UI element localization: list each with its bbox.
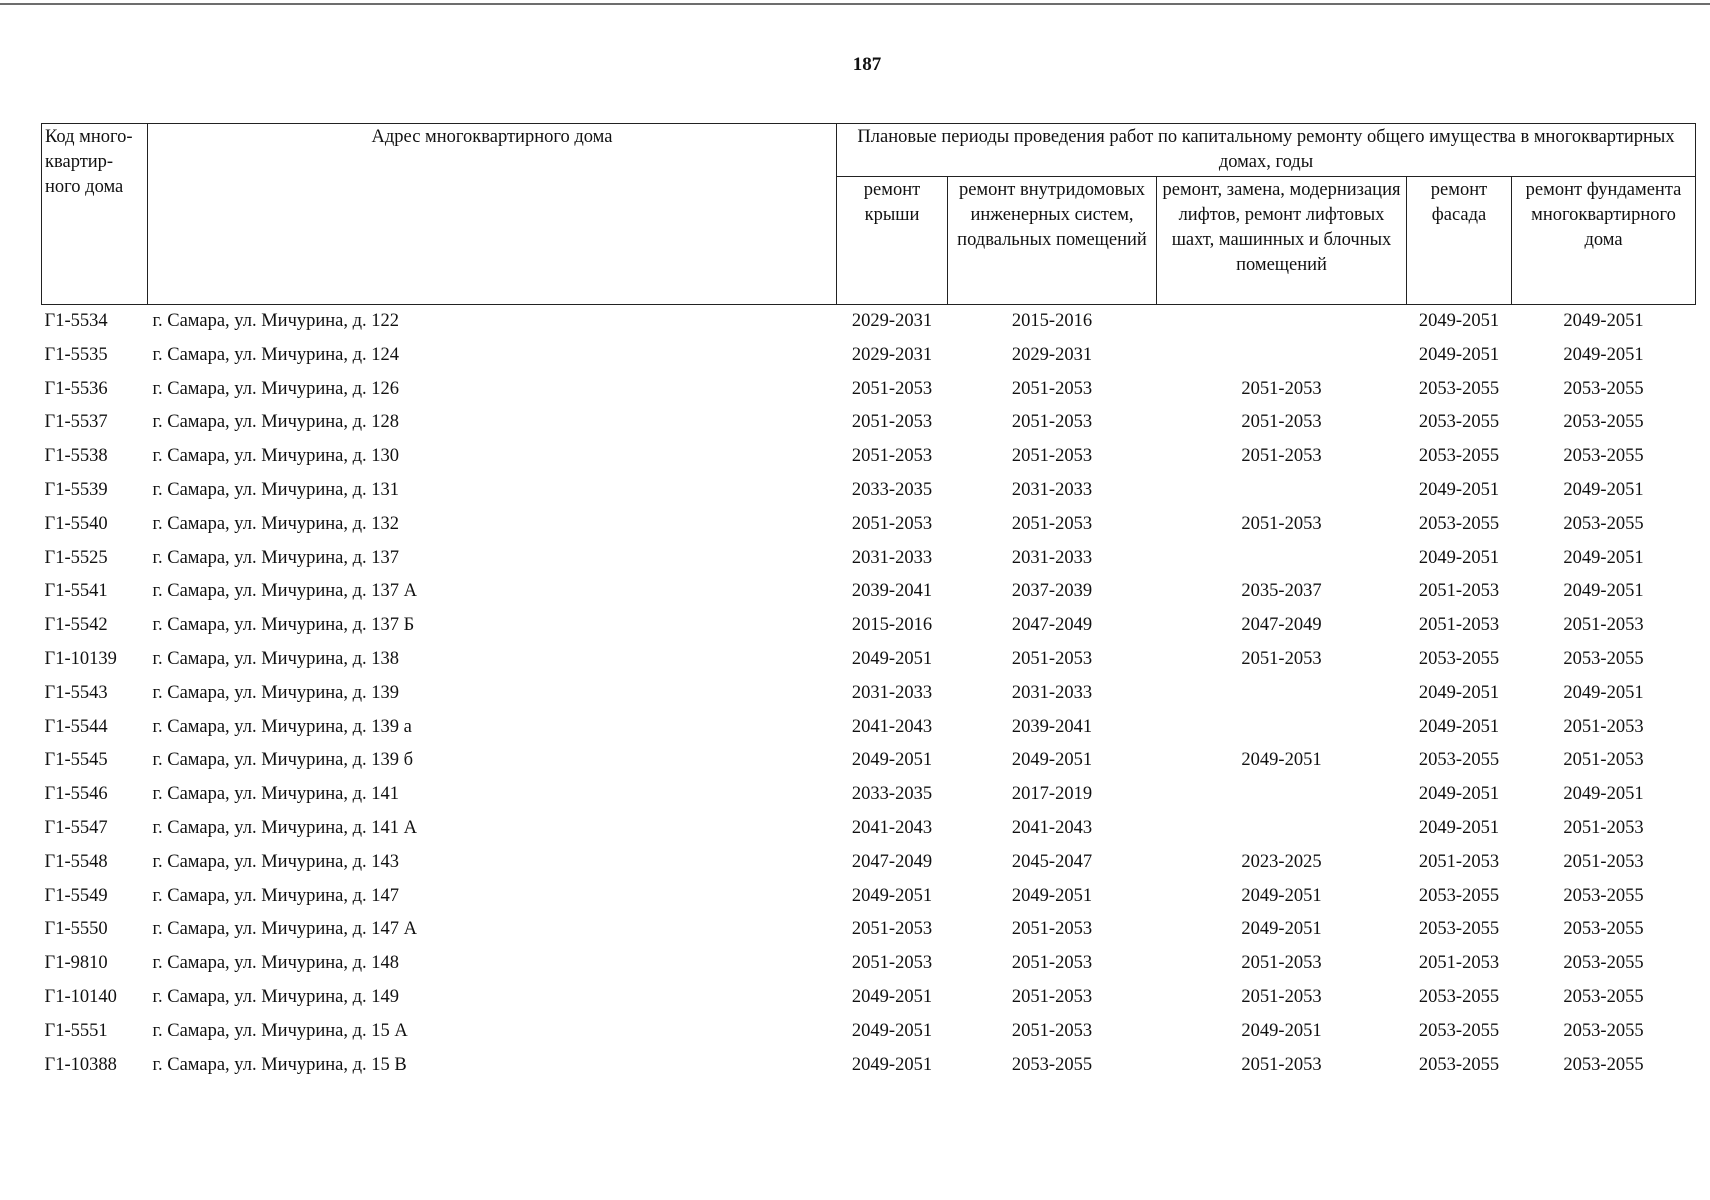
table-row: [42, 981, 1696, 1015]
cell-code: Г1-9810: [44, 953, 108, 974]
cell-roof: 2049-2051: [851, 750, 933, 771]
cell-foundation: 2053-2055: [1563, 953, 1644, 974]
table-row: [42, 744, 1696, 778]
table-row: [42, 508, 1696, 542]
table-row: [42, 677, 1696, 711]
table-row: [42, 880, 1696, 914]
cell-facade: 2053-2055: [1418, 513, 1500, 534]
table-row: [42, 339, 1696, 373]
cell-foundation: 2053-2055: [1563, 1020, 1644, 1041]
cell-address: г. Самара, ул. Мичурина, д. 126: [152, 378, 400, 399]
cell-lifts: 2035-2037: [1241, 581, 1322, 602]
cell-engineering: 2051-2053: [1011, 986, 1093, 1007]
cell-lifts: 2049-2051: [1241, 1020, 1322, 1041]
cell-address: г. Самара, ул. Мичурина, д. 148: [152, 953, 400, 974]
cell-lifts: [1157, 339, 1407, 373]
cell-facade: 2053-2055: [1418, 986, 1500, 1007]
cell-engineering: 2045-2047: [1011, 851, 1093, 872]
cell-roof: 2031-2033: [851, 682, 933, 703]
header-periods-group: Плановые периоды проведения работ по капитальному ремонту общего имущества в многоквартирных домах, годы: [837, 124, 1696, 177]
cell-engineering: 2031-2033: [1011, 479, 1093, 500]
cell-code: Г1-5548: [44, 851, 108, 872]
cell-engineering: 2015-2016: [1011, 311, 1093, 331]
cell-engineering: 2051-2053: [1011, 919, 1093, 940]
cell-facade: 2053-2055: [1418, 919, 1500, 940]
cell-engineering: 2047-2049: [1011, 615, 1093, 636]
cell-facade: 2053-2055: [1418, 1054, 1500, 1075]
cell-foundation: 2053-2055: [1563, 378, 1644, 399]
table-row: [42, 542, 1696, 576]
header-lifts: ремонт, замена, модернизация лифтов, ремонт лифтовых шахт, машинных и блочных помещений: [1157, 177, 1407, 305]
cell-address: г. Самара, ул. Мичурина, д. 128: [152, 412, 400, 433]
cell-foundation: 2049-2051: [1563, 479, 1644, 500]
cell-engineering: 2039-2041: [1011, 716, 1093, 737]
cell-address: г. Самара, ул. Мичурина, д. 139 а: [152, 716, 412, 737]
cell-facade: 2049-2051: [1418, 817, 1500, 838]
table-row: [42, 373, 1696, 407]
cell-engineering: 2029-2031: [1011, 344, 1093, 365]
table-body: [42, 305, 1696, 1083]
cell-engineering: 2051-2053: [1011, 446, 1093, 467]
cell-address: г. Самара, ул. Мичурина, д. 124: [152, 344, 400, 365]
cell-roof: 2015-2016: [851, 615, 933, 636]
cell-code: Г1-5540: [44, 513, 108, 534]
table-row: [42, 812, 1696, 846]
header-foundation: ремонт фундамента многоквартирного дома: [1512, 177, 1696, 305]
cell-address: г. Самара, ул. Мичурина, д. 137: [152, 547, 400, 568]
cell-roof: 2047-2049: [851, 851, 933, 872]
repair-schedule-table: [41, 123, 1696, 1082]
cell-engineering: 2041-2043: [1011, 817, 1093, 838]
table-row: [42, 609, 1696, 643]
cell-code: Г1-5545: [44, 750, 108, 771]
cell-foundation: 2051-2053: [1563, 817, 1644, 838]
cell-roof: 2029-2031: [851, 311, 933, 331]
cell-roof: 2051-2053: [851, 953, 933, 974]
cell-lifts: 2049-2051: [1241, 919, 1322, 940]
cell-roof: 2051-2053: [851, 919, 933, 940]
cell-address: г. Самара, ул. Мичурина, д. 122: [152, 311, 400, 331]
cell-foundation: 2053-2055: [1563, 885, 1644, 906]
cell-lifts: 2023-2025: [1241, 851, 1322, 872]
cell-engineering: 2051-2053: [1011, 378, 1093, 399]
cell-facade: 2051-2053: [1418, 581, 1500, 602]
cell-lifts: [1157, 542, 1407, 576]
cell-foundation: 2049-2051: [1563, 581, 1644, 602]
cell-address: г. Самара, ул. Мичурина, д. 149: [152, 986, 400, 1007]
cell-lifts: [1157, 812, 1407, 846]
table-row: [42, 575, 1696, 609]
cell-lifts: 2051-2053: [1241, 513, 1322, 534]
cell-code: Г1-5536: [44, 378, 108, 399]
cell-foundation: 2053-2055: [1563, 412, 1644, 433]
cell-lifts: [1157, 305, 1407, 339]
cell-roof: 2049-2051: [851, 1020, 933, 1041]
cell-code: Г1-5544: [44, 716, 108, 737]
cell-engineering: 2049-2051: [1011, 885, 1093, 906]
cell-facade: 2049-2051: [1418, 547, 1500, 568]
table-row: [42, 778, 1696, 812]
table-row: [42, 305, 1696, 339]
cell-facade: 2053-2055: [1418, 648, 1500, 669]
cell-foundation: 2049-2051: [1563, 547, 1644, 568]
cell-code: Г1-5547: [44, 817, 108, 838]
cell-code: Г1-10388: [44, 1054, 117, 1075]
cell-foundation: 2049-2051: [1563, 784, 1644, 805]
table-row: [42, 643, 1696, 677]
cell-roof: 2051-2053: [851, 412, 933, 433]
table-row: [42, 846, 1696, 880]
cell-roof: 2041-2043: [851, 817, 933, 838]
cell-lifts: 2051-2053: [1241, 986, 1322, 1007]
cell-foundation: 2053-2055: [1563, 1054, 1644, 1075]
cell-engineering: 2017-2019: [1011, 784, 1093, 805]
cell-address: г. Самара, ул. Мичурина, д. 137 Б: [152, 615, 415, 636]
cell-roof: 2033-2035: [851, 479, 933, 500]
cell-lifts: 2051-2053: [1241, 648, 1322, 669]
cell-foundation: 2051-2053: [1563, 615, 1644, 636]
cell-facade: 2051-2053: [1418, 851, 1500, 872]
cell-facade: 2053-2055: [1418, 378, 1500, 399]
cell-facade: 2049-2051: [1418, 344, 1500, 365]
cell-facade: 2049-2051: [1418, 784, 1500, 805]
table-row: [42, 406, 1696, 440]
table-row: [42, 1015, 1696, 1049]
cell-lifts: [1157, 677, 1407, 711]
cell-code: Г1-5542: [44, 615, 108, 636]
table-row: [42, 1049, 1696, 1083]
cell-lifts: 2051-2053: [1241, 1054, 1322, 1075]
cell-roof: 2051-2053: [851, 378, 933, 399]
cell-lifts: 2049-2051: [1241, 750, 1322, 771]
cell-code: Г1-5551: [44, 1020, 108, 1041]
cell-engineering: 2051-2053: [1011, 1020, 1093, 1041]
cell-lifts: 2049-2051: [1241, 885, 1322, 906]
cell-facade: 2051-2053: [1418, 615, 1500, 636]
cell-address: г. Самара, ул. Мичурина, д. 147 А: [152, 919, 418, 940]
cell-roof: 2049-2051: [851, 986, 933, 1007]
cell-code: Г1-5543: [44, 682, 108, 703]
cell-facade: 2053-2055: [1418, 750, 1500, 771]
cell-lifts: 2051-2053: [1241, 446, 1322, 467]
cell-engineering: 2051-2053: [1011, 953, 1093, 974]
cell-facade: 2053-2055: [1418, 446, 1500, 467]
cell-address: г. Самара, ул. Мичурина, д. 15 А: [152, 1020, 408, 1041]
cell-foundation: 2053-2055: [1563, 446, 1644, 467]
cell-code: Г1-5539: [44, 479, 108, 500]
cell-foundation: 2051-2053: [1563, 750, 1644, 771]
cell-code: Г1-10139: [44, 648, 117, 669]
cell-foundation: 2049-2051: [1563, 344, 1644, 365]
table-row: [42, 474, 1696, 508]
cell-code: Г1-5546: [44, 784, 108, 805]
cell-roof: 2051-2053: [851, 513, 933, 534]
cell-lifts: 2051-2053: [1241, 412, 1322, 433]
cell-code: Г1-5525: [44, 547, 108, 568]
cell-foundation: 2049-2051: [1563, 682, 1644, 703]
cell-facade: 2053-2055: [1418, 412, 1500, 433]
cell-facade: 2049-2051: [1418, 682, 1500, 703]
cell-foundation: 2049-2051: [1563, 311, 1644, 331]
cell-address: г. Самара, ул. Мичурина, д. 138: [152, 648, 400, 669]
cell-code: Г1-5534: [44, 311, 108, 331]
cell-code: Г1-5550: [44, 919, 108, 940]
cell-roof: 2031-2033: [851, 547, 933, 568]
cell-foundation: 2053-2055: [1563, 919, 1644, 940]
cell-code: Г1-10140: [44, 986, 117, 1007]
cell-lifts: 2051-2053: [1241, 378, 1322, 399]
cell-code: Г1-5541: [44, 581, 108, 602]
cell-lifts: 2047-2049: [1241, 615, 1322, 636]
header-roof: ремонт крыши: [837, 177, 948, 305]
cell-engineering: 2051-2053: [1011, 513, 1093, 534]
cell-foundation: 2053-2055: [1563, 986, 1644, 1007]
cell-roof: 2039-2041: [851, 581, 933, 602]
cell-code: Г1-5538: [44, 446, 108, 467]
cell-engineering: 2031-2033: [1011, 547, 1093, 568]
cell-engineering: 2053-2055: [1011, 1054, 1093, 1075]
table-row: [42, 913, 1696, 947]
cell-facade: 2049-2051: [1418, 479, 1500, 500]
cell-facade: 2051-2053: [1418, 953, 1500, 974]
cell-lifts: [1157, 711, 1407, 745]
cell-facade: 2049-2051: [1418, 311, 1500, 331]
header-facade: ремонт фасада: [1407, 177, 1512, 305]
cell-address: г. Самара, ул. Мичурина, д. 143: [152, 851, 400, 872]
cell-engineering: 2037-2039: [1011, 581, 1093, 602]
top-rule: [0, 3, 1710, 5]
cell-address: г. Самара, ул. Мичурина, д. 15 В: [152, 1054, 407, 1075]
cell-address: г. Самара, ул. Мичурина, д. 131: [152, 479, 400, 500]
cell-code: Г1-5537: [44, 412, 108, 433]
cell-roof: 2041-2043: [851, 716, 933, 737]
cell-roof: 2049-2051: [851, 1054, 933, 1075]
cell-lifts: [1157, 778, 1407, 812]
cell-address: г. Самара, ул. Мичурина, д. 147: [152, 885, 400, 906]
header-code: Код много-квартир-ного дома: [42, 124, 148, 305]
cell-facade: 2053-2055: [1418, 1020, 1500, 1041]
cell-address: г. Самара, ул. Мичурина, д. 137 А: [152, 581, 418, 602]
table-row: [42, 947, 1696, 981]
cell-roof: 2049-2051: [851, 885, 933, 906]
table-row: [42, 440, 1696, 474]
cell-code: Г1-5535: [44, 344, 108, 365]
cell-foundation: 2051-2053: [1563, 851, 1644, 872]
cell-foundation: 2051-2053: [1563, 716, 1644, 737]
cell-lifts: [1157, 474, 1407, 508]
cell-facade: 2049-2051: [1418, 716, 1500, 737]
cell-foundation: 2053-2055: [1563, 513, 1644, 534]
cell-address: г. Самара, ул. Мичурина, д. 141 А: [152, 817, 418, 838]
header-address: Адрес многоквартирного дома: [148, 124, 837, 305]
header-engineering: ремонт внутридомовых инженерных систем, подвальных помещений: [948, 177, 1157, 305]
page-number: 187: [852, 54, 882, 75]
cell-engineering: 2031-2033: [1011, 682, 1093, 703]
cell-roof: 2029-2031: [851, 344, 933, 365]
cell-roof: 2049-2051: [851, 648, 933, 669]
cell-facade: 2053-2055: [1418, 885, 1500, 906]
table-header: [42, 124, 1696, 305]
cell-address: г. Самара, ул. Мичурина, д. 130: [152, 446, 400, 467]
table-row: [42, 711, 1696, 745]
cell-code: Г1-5549: [44, 885, 108, 906]
cell-engineering: 2051-2053: [1011, 412, 1093, 433]
cell-foundation: 2053-2055: [1563, 648, 1644, 669]
cell-engineering: 2049-2051: [1011, 750, 1093, 771]
cell-address: г. Самара, ул. Мичурина, д. 132: [152, 513, 400, 534]
cell-address: г. Самара, ул. Мичурина, д. 141: [152, 784, 400, 805]
cell-lifts: 2051-2053: [1241, 953, 1322, 974]
cell-address: г. Самара, ул. Мичурина, д. 139: [152, 682, 400, 703]
cell-roof: 2033-2035: [851, 784, 933, 805]
cell-address: г. Самара, ул. Мичурина, д. 139 б: [152, 750, 414, 771]
cell-engineering: 2051-2053: [1011, 648, 1093, 669]
cell-roof: 2051-2053: [851, 446, 933, 467]
